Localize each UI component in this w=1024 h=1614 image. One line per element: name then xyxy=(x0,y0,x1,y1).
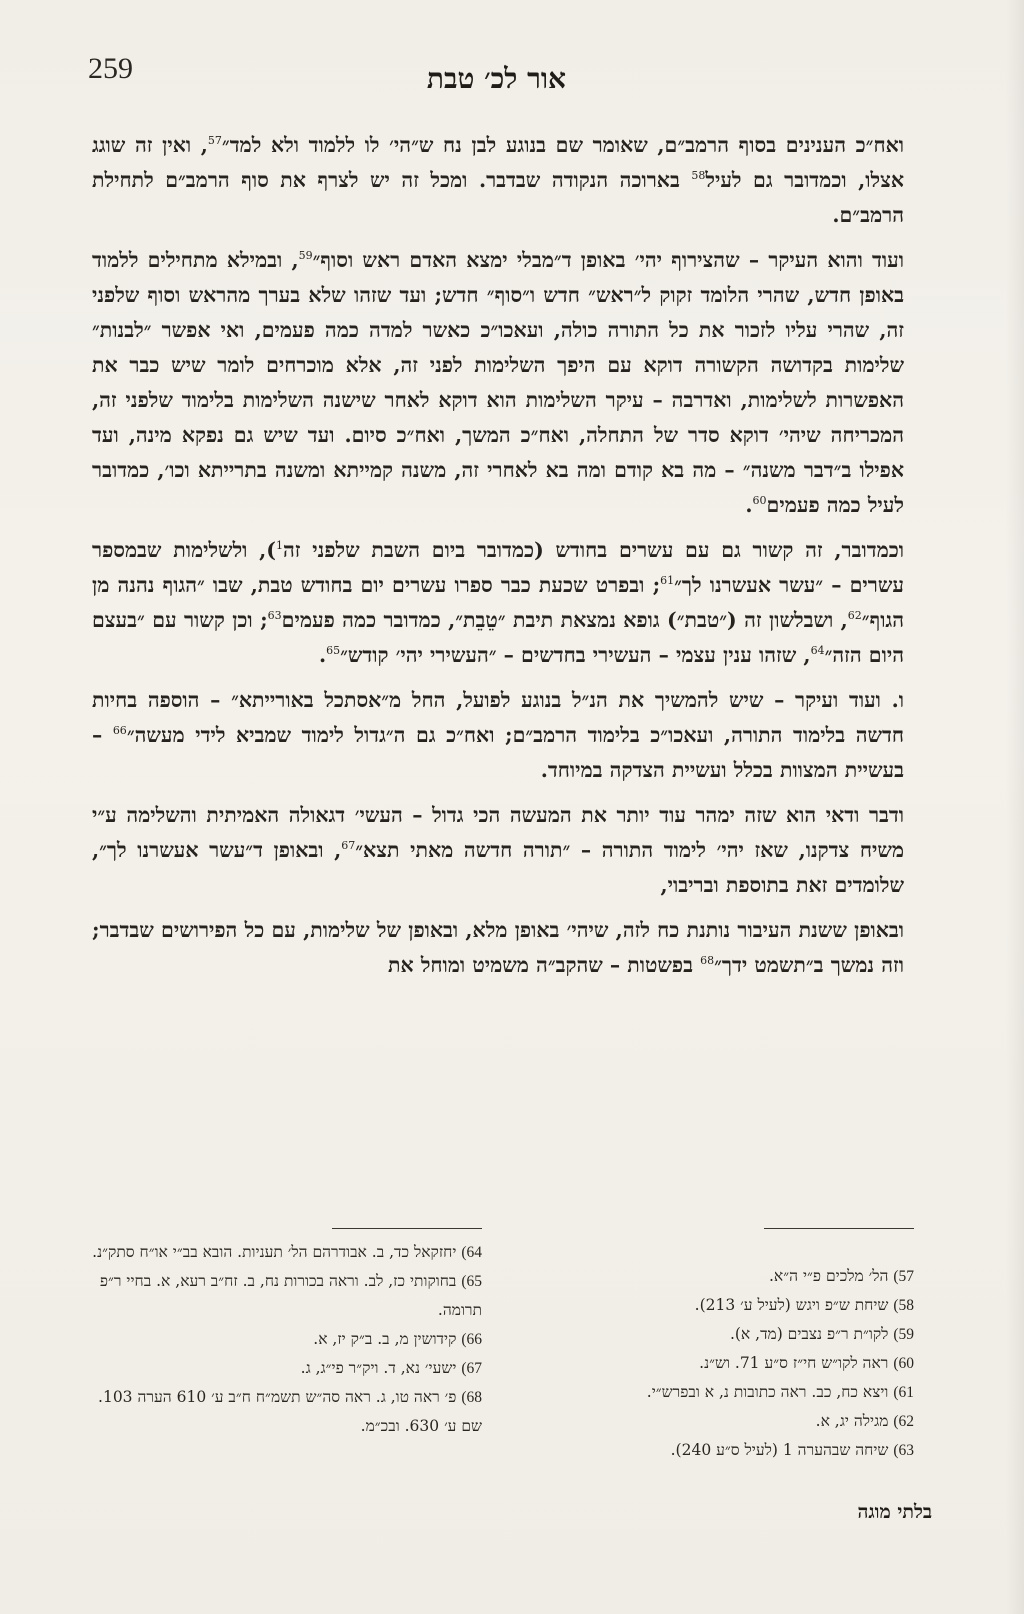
footnote-text: מגילה יג, א. xyxy=(815,1412,889,1430)
paragraph-4 xyxy=(92,683,904,788)
main-text xyxy=(92,128,904,993)
paragraph-2-text-b: , ובמילא מתחילים ללמוד באופן חדש, שהרי הלומד זקוק ל״ראש״ חדש ו״סוף״ חדש; ועד שזהו שלא בערך מהראש וסוף שלפני זה, שהרי עליו לזכור את כל התורה כולה, ועאכו״כ כאשר למדה כמה פעמים, ואי אפשר ״לבנות״ שלימות בקדושה הקשורה דוקא עם היפך השלימות לפני זה, אלא מוכרחים לומר שיש כבר את האפשרות לשלימות, ואדרבה – עיקר השלימות הוא דוקא לאחר שישנה השלימות בלימוד שלפני זה, המכריחה שיהי׳ דוקא סדר של התחלה, ואח״כ המשך, ואח״כ סיום. ועד שיש גם נפקא מינה, ועד אפילו ב״דבר משנה״ – מה בא קודם ומה בא לאחרי זה, משנה קמייתא ומשנה בתרייתא וכו׳, כמדובר לעיל כמה פעמים xyxy=(92,248,904,517)
footnote-num: 61) xyxy=(893,1384,914,1401)
footnote-ref-67: 67 xyxy=(341,839,356,853)
paragraph-1-text-a: ואח״כ הענינים בסוף הרמב״ם, שאומר שם בנוגע לבן נח ש״הי׳ לו ללמוד ולא למד״ xyxy=(221,133,904,157)
footnote-ref-60: 60 xyxy=(752,494,767,508)
paragraph-1 xyxy=(92,128,904,233)
footnote-ref-1: 1 xyxy=(276,539,284,553)
footnote-ref-62: 62 xyxy=(847,609,862,623)
footnote-63 xyxy=(512,1436,914,1465)
footnote-divider-right xyxy=(764,1228,914,1229)
paragraph-2-text-a: ועוד והוא העיקר – שהצירוף יהי׳ באופן ד״מבלי ימצא האדם ראש וסוף״ xyxy=(312,248,904,272)
paragraph-2 xyxy=(92,243,904,523)
footnote-64 xyxy=(80,1238,482,1267)
page-edge-shadow xyxy=(1006,0,1024,1614)
footnote-ref-68: 68 xyxy=(700,954,715,968)
footnote-num: 65) xyxy=(461,1273,482,1290)
paragraph-4-text-a: ו. ועוד ועיקר – שיש להמשיך את הנ״ל בנוגע לפועל, החל מ״אסתכל באורייתא״ – הוספה בחיות חדשה בלימוד התורה, ועאכו״כ בלימוד הרמב״ם; ואח״כ גם ה״גדול לימוד שמביא לידי מעשה״ xyxy=(92,688,904,747)
paragraph-2-text-c: . xyxy=(745,493,753,517)
footnote-text: ישעי׳ נא, ד. ויק״ר פי״ג, ג. xyxy=(300,1359,457,1377)
footnote-text: פ׳ ראה טו, ג. ראה סה״ש תשמ״ח ח״ב ע׳ 610 הערה 103. שם ע׳ 630. ובכ״מ. xyxy=(98,1388,482,1435)
paragraph-6-text-a: ובאופן ששנת העיבור נותנת כח לזה, שיהי׳ באופן מלא, ובאופן של שלימות, עם כל הפירושים שבדבר; וזה נמשך ב״תשמט ידך״ xyxy=(92,918,904,977)
footnote-text: שיחה שבהערה 1 (לעיל ס״ע 240). xyxy=(670,1441,889,1459)
footnotes-right-column xyxy=(512,1238,914,1465)
paragraph-3 xyxy=(92,533,904,673)
paragraph-3-text-f: , שזהו ענין עצמי – העשירי בחדשים – ״העשירי יהי׳ קודש״ xyxy=(340,643,811,667)
footnotes-left-column xyxy=(80,1238,482,1441)
footnote-num: 57) xyxy=(893,1268,914,1285)
paragraph-3-text-d: , ושבלשון זה (״טבת״) גופא נמצאת תיבת ״טֵבֵת״, כמדובר כמה פעמים xyxy=(281,608,848,632)
footnote-58 xyxy=(512,1291,914,1320)
footnote-57 xyxy=(512,1262,914,1291)
footnote-text: הל׳ מלכים פ״י ה״א. xyxy=(769,1267,889,1285)
footnotes-area xyxy=(80,1238,914,1458)
paragraph-5-text-a: ודבר ודאי הוא שזה ימהר עוד יותר את המעשה הכי גדול – העשי׳ דגאולה האמיתית והשלימה ע״י משיח צדקנו, שאז יהי׳ לימוד התורה – ״תורה חדשה מאתי תצא״ xyxy=(92,803,905,862)
paragraph-4-text-b: – בעשיית המצוות בכלל ועשיית הצדקה במיוחד. xyxy=(92,723,904,782)
footnote-ref-57: 57 xyxy=(207,134,222,148)
paragraph-6 xyxy=(92,913,904,983)
paragraph-3-text-a: וכמדובר, זה קשור גם עם עשרים בחודש (כמדובר ביום השבת שלפני זה xyxy=(283,538,904,562)
paragraph-1-text-c: בארוכה הנקודה שבדבר. ומכל זה יש לצרף את סוף הרמב״ם לתחילת הרמב״ם. xyxy=(92,168,904,227)
footnote-text: יחזקאל כד, ב. אבודרהם הל׳ תעניות. הובא בב״י או״ח סתק״נ. xyxy=(92,1243,457,1261)
footnote-text: ויצא כח, כב. ראה כתובות נ, א ובפרש״י. xyxy=(646,1383,889,1401)
footnote-num: 68) xyxy=(461,1389,482,1406)
footnote-num: 67) xyxy=(461,1360,482,1377)
footnote-ref-59: 59 xyxy=(298,249,313,263)
footnote-68 xyxy=(80,1383,482,1441)
footnote-text: קידושין מ, ב. ב״ק יז, א. xyxy=(313,1330,457,1348)
paragraph-3-text-c: ; ובפרט שכעת כבר ספרו עשרים יום בחודש טבת, שבו ״הגוף נהנה מן הגוף״ xyxy=(92,573,904,632)
footnote-59 xyxy=(512,1320,914,1349)
footnote-ref-66: 66 xyxy=(112,724,127,738)
footnote-text: ראה לקו״ש חי״ז ס״ע 71. וש״נ. xyxy=(699,1354,889,1372)
unedited-stamp: בלתי מוגה xyxy=(857,1501,932,1523)
footnote-65 xyxy=(80,1267,482,1325)
paragraph-3-text-b: ), ולשלימות שבמספר עשרים – ״עשר אעשרנו לך״ xyxy=(92,538,904,597)
paragraph-5-text-b: , ובאופן ד״עשר אעשרנו לך״, שלומדים זאת בתוספת ובריבוי, xyxy=(92,838,904,897)
footnote-num: 66) xyxy=(461,1331,482,1348)
footnote-text: בחוקותי כז, לב. וראה בכורות נח, ב. זח״ב רעא, א. בחיי ר״פ תרומה. xyxy=(99,1272,482,1319)
footnote-num: 59) xyxy=(893,1326,914,1343)
footnote-ref-63: 63 xyxy=(267,609,282,623)
footnote-ref-58: 58 xyxy=(691,169,706,183)
footnote-num: 62) xyxy=(893,1413,914,1430)
paragraph-3-text-g: . xyxy=(318,643,327,667)
footnote-60 xyxy=(512,1349,914,1378)
paragraph-1-text-b: , ואין זה שוגג אצלו, וכמדובר גם לעיל xyxy=(92,133,904,192)
footnote-num: 63) xyxy=(893,1442,914,1459)
page-number: 259 xyxy=(88,52,133,85)
footnote-text: שיחת ש״פ ויגש (לעיל ע׳ 213). xyxy=(694,1296,889,1314)
footnote-divider-left xyxy=(332,1228,482,1229)
footnote-61 xyxy=(512,1378,914,1407)
paragraph-5 xyxy=(92,798,904,903)
footnote-num: 58) xyxy=(893,1297,914,1314)
paragraph-3-text-e: ; וכן קשור עם ״בעצם היום הזה״ xyxy=(92,608,904,667)
footnote-num: 60) xyxy=(893,1355,914,1372)
footnote-ref-61: 61 xyxy=(660,574,675,588)
paragraph-6-text-b: בפשטות – שהקב״ה משמיט ומוחל את xyxy=(388,953,701,977)
footnote-67 xyxy=(80,1354,482,1383)
footnote-62 xyxy=(512,1407,914,1436)
footnote-ref-65: 65 xyxy=(326,644,341,658)
footnote-66 xyxy=(80,1325,482,1354)
footnote-text: לקו״ת ר״פ נצבים (מד, א). xyxy=(729,1325,889,1343)
footnote-ref-64: 64 xyxy=(810,644,825,658)
running-title: אור לכ׳ טבת xyxy=(426,62,566,95)
footnote-num: 64) xyxy=(461,1244,482,1261)
